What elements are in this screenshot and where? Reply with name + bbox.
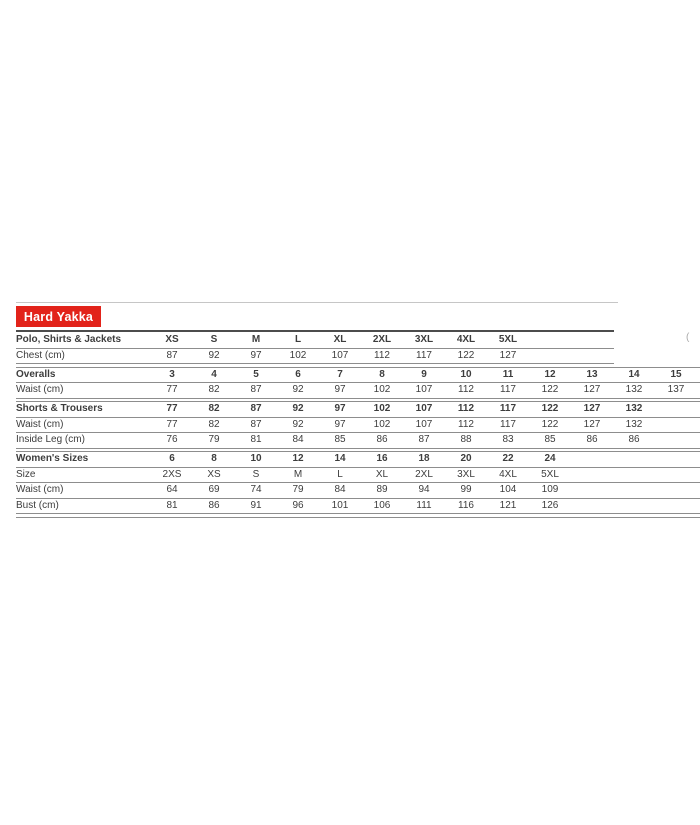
size-value-cell: 10 xyxy=(250,453,262,464)
size-value-cell: 111 xyxy=(416,499,432,511)
size-value-cell: 4 xyxy=(211,368,217,380)
size-chart-data-row xyxy=(16,382,700,398)
size-value-cell: 86 xyxy=(586,434,598,445)
size-value-cell: 102 xyxy=(373,418,391,430)
size-value-cell: 77 xyxy=(166,403,178,414)
size-value-cell: 15 xyxy=(670,368,682,380)
size-value-cell: 5XL xyxy=(541,468,559,480)
size-value-cell: M xyxy=(293,468,303,480)
row-divider xyxy=(16,517,700,518)
size-value-cell: 2XL xyxy=(372,334,392,345)
size-value-cell: 4XL xyxy=(456,334,476,345)
size-value-cell: 121 xyxy=(499,499,517,511)
size-value-cell: 7 xyxy=(337,368,343,380)
size-value-cell: 127 xyxy=(583,384,601,395)
size-value-cell: 107 xyxy=(331,349,349,361)
size-value-cell: 122 xyxy=(541,418,559,430)
size-value-cell: 102 xyxy=(373,384,391,395)
size-value-cell: 127 xyxy=(583,403,601,414)
size-value-cell: 4XL xyxy=(499,468,517,480)
size-value-cell: 126 xyxy=(541,499,559,511)
size-value-cell: 137 xyxy=(667,384,685,395)
clipped-character: ( xyxy=(686,332,690,343)
size-value-cell: 18 xyxy=(418,453,430,464)
row-label: Polo, Shirts & Jackets xyxy=(16,334,122,345)
size-value-cell: 74 xyxy=(250,484,262,495)
size-value-cell: 87 xyxy=(250,384,262,395)
size-value-cell: 79 xyxy=(208,434,220,445)
size-chart-data-row xyxy=(16,432,700,448)
size-value-cell: 12 xyxy=(292,453,304,464)
size-value-cell: 2XS xyxy=(162,468,182,480)
size-value-cell: 102 xyxy=(373,403,391,414)
size-value-cell: 92 xyxy=(208,349,220,361)
hard-yakka-logo-text: Hard Yakka xyxy=(23,309,94,324)
row-divider xyxy=(16,398,700,399)
size-value-cell: XL xyxy=(333,334,347,345)
size-value-cell: 22 xyxy=(502,453,514,464)
size-value-cell: 87 xyxy=(250,418,262,430)
size-value-cell: 132 xyxy=(625,418,643,430)
size-value-cell: 84 xyxy=(334,484,346,495)
size-value-cell: 92 xyxy=(292,418,304,430)
size-value-cell: 86 xyxy=(208,499,220,511)
size-value-cell: 97 xyxy=(250,349,262,361)
row-label: Size xyxy=(16,468,36,480)
size-value-cell: 122 xyxy=(457,349,475,361)
size-value-cell: 122 xyxy=(541,384,559,395)
size-chart-data-row xyxy=(16,482,700,498)
size-value-cell: 3XL xyxy=(414,334,434,345)
size-value-cell: 83 xyxy=(502,434,514,445)
size-value-cell: 8 xyxy=(211,453,217,464)
size-chart-group-header-row xyxy=(16,451,700,467)
size-value-cell: XS xyxy=(207,468,221,480)
size-value-cell: 89 xyxy=(376,484,388,495)
hard-yakka-logo xyxy=(16,306,101,327)
size-chart-group-header-row xyxy=(16,332,700,348)
top-rule xyxy=(16,302,618,303)
size-value-cell: 10 xyxy=(460,368,472,380)
size-value-cell: 64 xyxy=(166,484,178,495)
row-label: Waist (cm) xyxy=(16,418,64,430)
size-value-cell: 92 xyxy=(292,403,304,414)
size-value-cell: 5 xyxy=(253,368,259,380)
size-value-cell: 87 xyxy=(418,434,430,445)
size-value-cell: 82 xyxy=(208,384,220,395)
size-chart-data-row xyxy=(16,348,700,364)
row-label: Inside Leg (cm) xyxy=(16,434,85,445)
size-value-cell: 112 xyxy=(458,384,474,395)
size-value-cell: 82 xyxy=(208,403,220,414)
size-value-cell: 107 xyxy=(415,384,433,395)
size-value-cell: 106 xyxy=(373,499,391,511)
size-value-cell: 81 xyxy=(250,434,262,445)
size-value-cell: 132 xyxy=(625,403,643,414)
row-label: Bust (cm) xyxy=(16,499,59,511)
size-value-cell: 13 xyxy=(586,368,598,380)
size-value-cell: 122 xyxy=(541,403,559,414)
size-value-cell: 82 xyxy=(208,418,220,430)
row-label: Chest (cm) xyxy=(16,349,65,361)
size-value-cell: 77 xyxy=(166,384,178,395)
size-value-cell: XS xyxy=(165,334,179,345)
size-value-cell: 91 xyxy=(250,499,262,511)
size-value-cell: 9 xyxy=(421,368,427,380)
size-value-cell: 85 xyxy=(544,434,556,445)
size-value-cell: 3 xyxy=(169,368,175,380)
size-value-cell: 92 xyxy=(292,384,304,395)
size-value-cell: 104 xyxy=(499,484,517,495)
size-value-cell: 16 xyxy=(376,453,388,464)
size-value-cell: 2XL xyxy=(415,468,433,480)
size-value-cell: 99 xyxy=(460,484,472,495)
row-label: Waist (cm) xyxy=(16,384,64,395)
row-label: Overalls xyxy=(16,368,56,380)
size-value-cell: 101 xyxy=(331,499,349,511)
size-value-cell: 107 xyxy=(415,418,433,430)
size-value-cell: 96 xyxy=(292,499,304,511)
size-value-cell: 81 xyxy=(166,499,178,511)
size-chart-data-row xyxy=(16,417,700,433)
size-value-cell: L xyxy=(294,334,302,345)
size-value-cell: 87 xyxy=(250,403,262,414)
size-value-cell: 85 xyxy=(334,434,346,445)
size-value-cell: 76 xyxy=(166,434,178,445)
size-chart-group-header-row xyxy=(16,367,700,383)
size-value-cell: 109 xyxy=(541,484,559,495)
size-value-cell: 97 xyxy=(334,403,346,414)
size-value-cell: 6 xyxy=(295,368,301,380)
row-divider xyxy=(16,448,700,449)
size-value-cell: 14 xyxy=(334,453,346,464)
size-value-cell: 5XL xyxy=(498,334,518,345)
size-value-cell: 112 xyxy=(457,403,475,414)
size-value-cell: 127 xyxy=(583,418,601,430)
size-value-cell: 84 xyxy=(292,434,304,445)
size-value-cell: XL xyxy=(375,468,389,480)
size-value-cell: 132 xyxy=(625,384,643,395)
size-value-cell: 20 xyxy=(460,453,472,464)
size-value-cell: 107 xyxy=(415,403,433,414)
size-value-cell: 102 xyxy=(289,349,307,361)
row-divider xyxy=(16,513,700,514)
size-value-cell: 86 xyxy=(628,434,640,445)
size-value-cell: 14 xyxy=(628,368,640,380)
size-value-cell: 117 xyxy=(500,418,516,430)
size-value-cell: 8 xyxy=(379,368,385,380)
size-chart-data-row xyxy=(16,467,700,483)
size-value-cell: 77 xyxy=(166,418,178,430)
row-label: Shorts & Trousers xyxy=(16,403,103,414)
size-value-cell: 97 xyxy=(334,418,346,430)
row-divider xyxy=(16,363,614,364)
size-value-cell: 86 xyxy=(376,434,388,445)
size-value-cell: 117 xyxy=(499,403,517,414)
size-value-cell: 24 xyxy=(544,453,556,464)
size-value-cell: 127 xyxy=(499,349,517,361)
size-value-cell: 6 xyxy=(169,453,175,464)
size-value-cell: L xyxy=(337,468,343,480)
size-value-cell: 79 xyxy=(292,484,304,495)
size-value-cell: M xyxy=(251,334,261,345)
size-chart-group-header-row xyxy=(16,401,700,417)
size-value-cell: 112 xyxy=(374,349,390,361)
size-value-cell: 116 xyxy=(458,499,474,511)
row-label: Waist (cm) xyxy=(16,484,64,495)
size-value-cell: 97 xyxy=(334,384,346,395)
size-value-cell: 117 xyxy=(416,349,432,361)
size-value-cell: 117 xyxy=(500,384,516,395)
size-value-cell: 87 xyxy=(166,349,178,361)
size-value-cell: 112 xyxy=(458,418,474,430)
size-value-cell: 3XL xyxy=(457,468,475,480)
size-value-cell: 88 xyxy=(460,434,472,445)
size-value-cell: 94 xyxy=(418,484,430,495)
size-value-cell: 12 xyxy=(544,368,556,380)
size-value-cell: S xyxy=(252,468,260,480)
row-label: Women's Sizes xyxy=(16,453,89,464)
size-chart-data-row xyxy=(16,498,700,514)
size-value-cell: 11 xyxy=(502,368,514,380)
size-value-cell: 69 xyxy=(208,484,220,495)
size-value-cell: S xyxy=(210,334,218,345)
